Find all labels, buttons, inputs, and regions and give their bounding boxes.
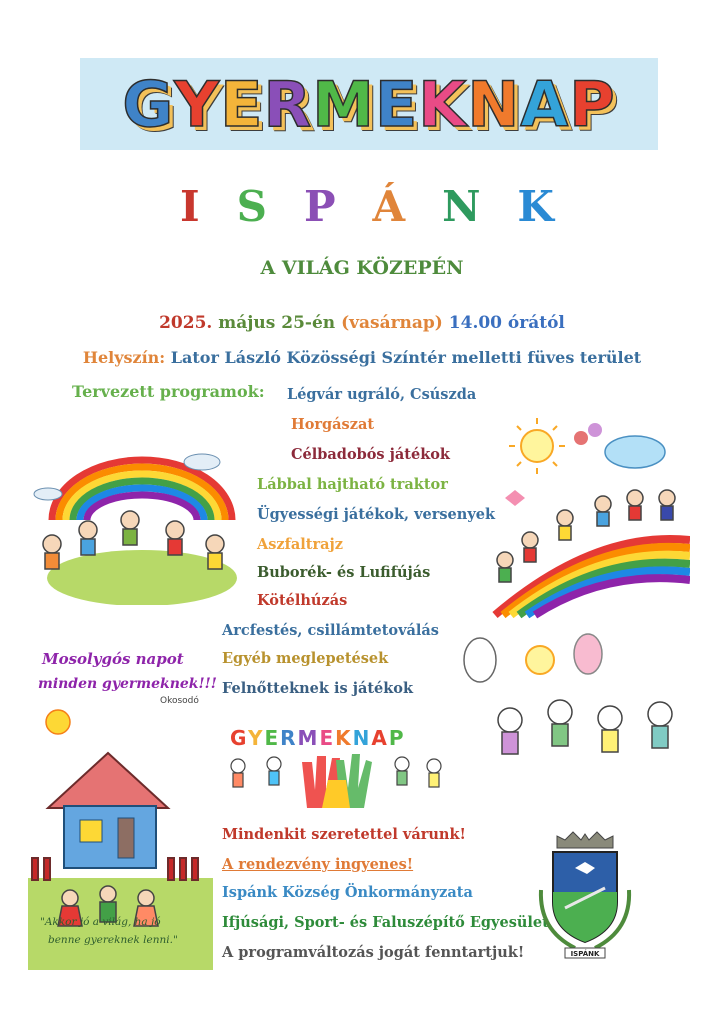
card-signature: Okosodó [160,696,199,706]
program-item: Ügyességi játékok, versenyek [257,506,496,523]
town-letter: P [303,182,336,231]
programs-label: Tervezett programok: [72,382,265,401]
program-item: Horgászat [291,416,375,433]
closing-line: A programváltozás jogát fenntartjuk! [222,944,525,961]
program-item: Célbadobós játékok [291,446,450,463]
subtitle: A VILÁG KÖZEPÉN [260,257,464,279]
program-item: Lábbal hajtható traktor [257,476,448,493]
house-card [28,640,217,970]
date-year: 2025. [159,313,213,333]
balloon-kids-illustration [460,630,700,780]
town-letter: Á [372,182,406,231]
date-line [0,313,724,333]
card-quote-2: benne gyereknek lenni." [48,934,178,946]
house-illustration [28,708,213,970]
banner-letter: G [122,67,175,141]
venue-text: Lator László Közösségi Színtér melletti füves terület [170,348,642,367]
venue-label: Helyszín: [82,348,166,367]
date-weekday: (vasárnap) [341,313,443,333]
town-letter: S [236,182,267,231]
sun-rainbow-kids-illustration [485,410,690,620]
town-letter: K [517,182,554,231]
small-banner-letter: A [371,726,389,750]
small-banner-letter: N [352,726,372,750]
banner-letter: E [220,67,264,141]
closing-line: Mindenkit szeretettel várunk! [222,826,466,843]
banner-letter: K [418,67,468,141]
crest-label: ISPÁNK [570,950,600,958]
rainbow-kids-illustration [30,440,255,605]
card-line-2: minden gyermeknek!!! [38,676,217,692]
banner-letter: N [467,67,521,141]
small-banner-letter: Y [247,726,265,750]
banner-letter: A [520,67,570,141]
small-banner-letter: P [388,726,406,750]
town-letter: I [180,182,200,231]
banner-letter: R [263,67,313,141]
town-letter: N [442,182,481,231]
small-banner-letter: E [264,726,281,750]
small-banner-letter: K [335,726,353,750]
small-banner-letter: M [297,726,320,750]
program-item: Felnőtteknek is játékok [222,680,414,697]
card-line-1: Mosolygós napot [42,650,184,668]
closing-line: Ispánk Község Önkormányzata [222,884,473,901]
town-name [180,182,554,231]
program-item: Arcfestés, csillámtetoválás [222,622,439,639]
date-time: 14.00 órától [448,313,565,333]
program-item: Buborék- és Lufifújás [257,564,431,581]
small-banner-letter: E [319,726,336,750]
venue-line [0,348,724,367]
banner-letter: E [374,67,419,141]
program-item: Kötélhúzás [257,592,348,609]
program-item: Légvár ugráló, Csúszda [287,386,477,403]
small-banner-letter: G [230,726,248,750]
program-item: Aszfaltrajz [257,536,344,553]
painted-hands-illustration [222,750,452,812]
banner-title [80,58,658,150]
banner-letter: M [312,67,375,141]
program-item: Egyéb meglepetések [222,650,389,667]
small-banner-title [230,726,406,750]
closing-line: Ifjúsági, Sport- és Faluszépítő Egyesület [222,914,549,931]
date-day: május 25-én [218,313,336,333]
closing-line: A rendezvény ingyenes! [222,856,414,873]
ispank-crest [535,830,635,965]
banner-letter: Y [174,67,221,141]
small-banner [222,722,452,812]
banner-letter: P [569,67,616,141]
title-banner [80,58,658,150]
card-quote-1: "Akkor jó a világ, ha jó [40,916,161,928]
small-banner-letter: R [280,726,298,750]
